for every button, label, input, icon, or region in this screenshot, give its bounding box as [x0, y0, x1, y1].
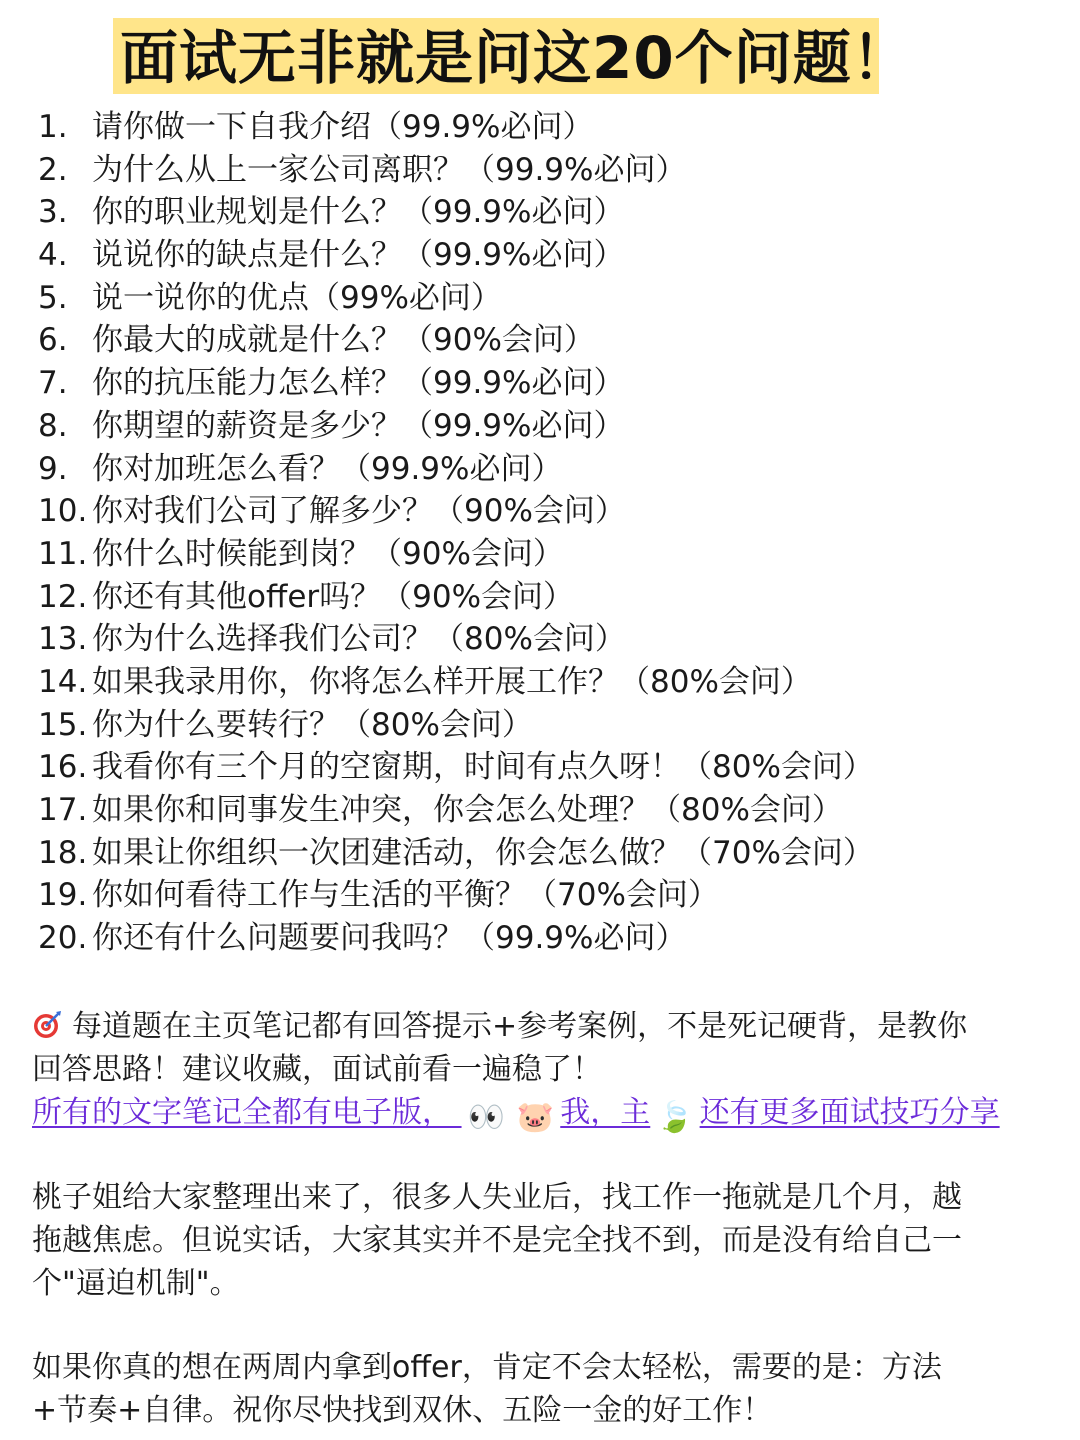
- question-text: 你的职业规划是什么？（99.9%必问）: [92, 194, 625, 231]
- question-text: 为什么从上一家公司离职？（99.9%必问）: [92, 151, 687, 188]
- question-item: [38, 234, 874, 277]
- eyes-icon: 👀: [467, 1100, 505, 1135]
- question-text: 你还有其他offer吗？（90%会问）: [92, 578, 575, 615]
- question-text: 如果你和同事发生冲突，你会怎么处理？（80%会问）: [92, 792, 843, 828]
- link-text-2: 我，主: [560, 1095, 651, 1130]
- closing-paragraph: [32, 1346, 1062, 1432]
- closing-line-2: +节奏+自律。祝你尽快找到双休、五险一金的好工作！: [32, 1393, 773, 1428]
- question-item: [38, 149, 874, 192]
- question-item: [38, 533, 874, 576]
- tip-line-1: [32, 1005, 1062, 1048]
- question-item: [38, 576, 874, 619]
- question-text: 你对加班怎么看？（99.9%必问）: [92, 450, 563, 487]
- summary-line-3: 个"逼迫机制"。: [32, 1266, 240, 1301]
- electronic-notes-link[interactable]: [32, 1091, 1062, 1139]
- question-text: 你对我们公司了解多少？（90%会问）: [92, 493, 626, 530]
- question-number: 17.: [38, 792, 88, 828]
- question-number: 15.: [38, 706, 88, 743]
- question-number: 20.: [38, 920, 88, 957]
- question-item: [38, 362, 874, 405]
- question-item: [38, 832, 874, 875]
- question-text: 如果让你组织一次团建活动，你会怎么做？（70%会问）: [92, 834, 874, 871]
- question-number: 13.: [38, 621, 88, 658]
- question-item: [38, 746, 874, 789]
- question-number: 8.: [38, 407, 68, 444]
- question-text: 你最大的成就是什么？（90%会问）: [92, 322, 595, 359]
- question-text: 如果我录用你，你将怎么样开展工作？（80%会问）: [92, 663, 812, 700]
- question-text: 你期望的薪资是多少？（99.9%必问）: [92, 407, 625, 444]
- question-item: [38, 704, 874, 747]
- question-text: 你为什么选择我们公司？（80%会问）: [92, 621, 626, 658]
- question-number: 19.: [38, 877, 88, 914]
- tip-paragraph: [32, 1005, 1062, 1139]
- question-text: 你还有什么问题要问我吗？（99.9%必问）: [92, 920, 687, 957]
- question-item: [38, 490, 874, 533]
- question-number: 10.: [38, 493, 88, 530]
- question-item: [38, 405, 874, 448]
- question-number: 2.: [38, 151, 68, 188]
- closing-line-1: 如果你真的想在两周内拿到offer，肯定不会太轻松，需要的是：方法: [32, 1350, 942, 1385]
- question-item: [38, 191, 874, 234]
- question-item: [38, 319, 874, 362]
- leaf-icon: 🍃: [656, 1100, 694, 1135]
- question-number: 14.: [38, 663, 88, 700]
- question-text: 你为什么要转行？（80%会问）: [92, 706, 533, 743]
- question-text: 你如何看待工作与生活的平衡？（70%会问）: [92, 877, 719, 914]
- tip-text-1: 每道题在主页笔记都有回答提示+参考案例，不是死记硬背，是教你: [72, 1009, 968, 1044]
- summary-line-2: 拖越焦虑。但说实话，大家其实并不是完全找不到，而是没有给自己一: [32, 1223, 962, 1258]
- tip-line-2: 回答思路！建议收藏，面试前看一遍稳了！: [32, 1052, 602, 1087]
- question-number: 5.: [38, 279, 68, 316]
- question-item: [38, 106, 874, 149]
- link-text-3: 还有更多面试技巧分享: [699, 1095, 1000, 1130]
- question-item: [38, 618, 874, 661]
- question-text: 说说你的缺点是什么？（99.9%必问）: [92, 237, 625, 274]
- question-text: 你什么时候能到岗？（90%会问）: [92, 535, 564, 572]
- question-item: [38, 661, 874, 704]
- question-text: 请你做一下自我介绍（99.9%必问）: [92, 109, 594, 145]
- question-number: 4.: [38, 237, 68, 274]
- question-number: 18.: [38, 834, 88, 871]
- question-number: 6.: [38, 322, 68, 359]
- question-text: 说一说你的优点（99%必问）: [92, 279, 502, 316]
- question-number: 3.: [38, 194, 68, 231]
- question-number: 7.: [38, 365, 68, 402]
- pig-icon: 🐷: [516, 1100, 555, 1135]
- question-text: 我看你有三个月的空窗期，时间有点久呀！（80%会问）: [92, 749, 874, 786]
- question-number: 9.: [38, 450, 68, 487]
- page-title: 面试无非就是问这20个问题！: [120, 24, 911, 92]
- question-list: [38, 106, 874, 960]
- question-number: 1.: [38, 109, 68, 145]
- summary-paragraph: [32, 1176, 1062, 1305]
- question-text: 你的抗压能力怎么样？（99.9%必问）: [92, 365, 625, 402]
- question-number: 11.: [38, 535, 88, 572]
- question-item: [38, 448, 874, 491]
- question-item: [38, 917, 874, 960]
- question-item: [38, 277, 874, 320]
- target-icon: [32, 1010, 62, 1040]
- question-number: 12.: [38, 578, 88, 615]
- summary-line-1: 桃子姐给大家整理出来了，很多人失业后，找工作一拖就是几个月，越: [32, 1180, 962, 1215]
- link-text-1: 所有的文字笔记全都有电子版，: [32, 1095, 452, 1130]
- question-item: [38, 789, 874, 832]
- question-item: [38, 874, 874, 917]
- question-number: 16.: [38, 749, 88, 786]
